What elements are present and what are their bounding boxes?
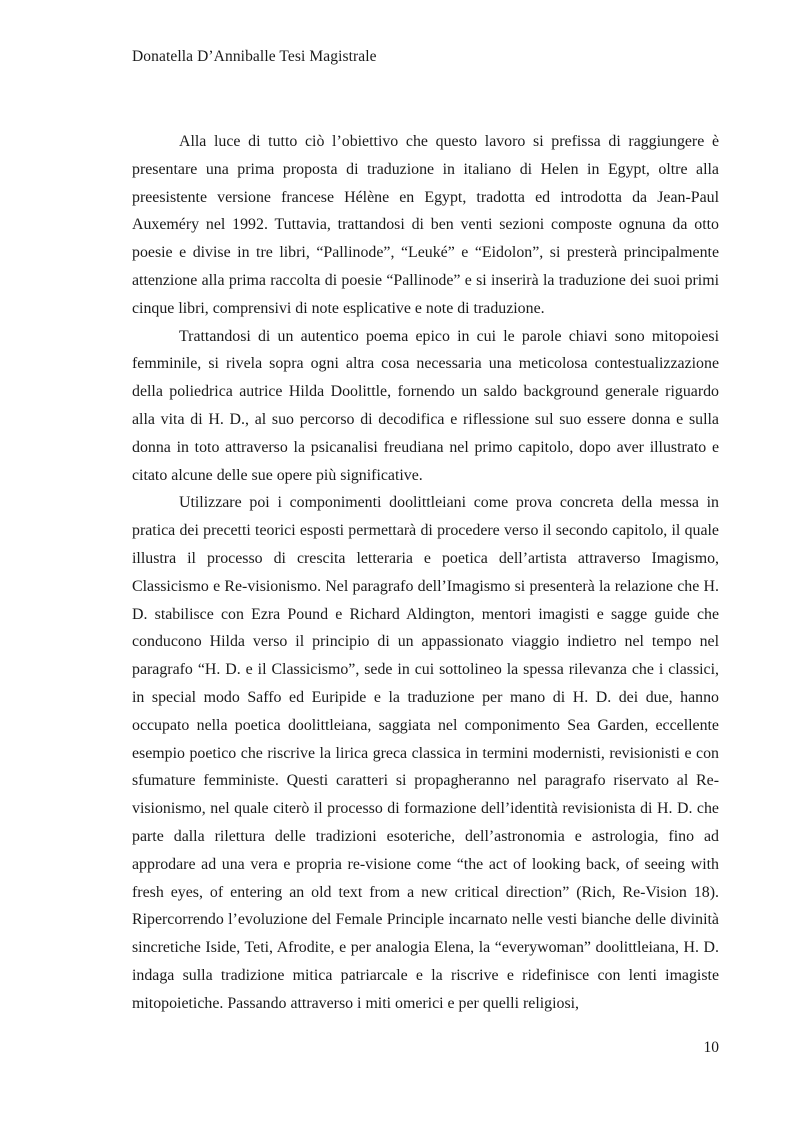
paragraph-1: Alla luce di tutto ciò l’obiettivo che questo lavoro si prefissa di raggiungere è presentare una prima proposta di traduzione in italiano di Helen in Egypt, oltre alla preesistente versione francese Hélène en Egypt, tradotta ed introdotta da Jean-Paul Auxeméry nel 1992. Tuttavia, trattandosi di ben venti sezioni composte ognuna da otto poesie e divise in tre libri, “Pallinode”, “Leuké” e “Eidolon”, si presterà principalmente attenzione alla prima raccolta di poesie “Pallinode” e si inserirà la traduzione dei suoi primi cinque libri, comprensivi di note esplicative e note di traduzione. — [132, 133, 719, 317]
page-number: 10 — [703, 1039, 719, 1056]
body-text — [132, 128, 719, 1018]
paragraph-2: Trattandosi di un autentico poema epico in cui le parole chiavi sono mitopoiesi femminile, si rivela sopra ogni altra cosa necessaria una meticolosa contestualizzazione della poliedrica autrice Hilda Doolittle, fornendo un saldo background generale riguardo alla vita di H. D., al suo percorso di decodifica e riflessione sul suo essere donna e sulla donna in toto attraverso la psicanalisi freudiana nel primo capitolo, dopo aver illustrato e citato alcune delle sue opere più significative. — [132, 327, 719, 484]
paragraph-3: Utilizzare poi i componimenti doolittleiani come prova concreta della messa in pratica dei precetti teorici esposti permettarà di procedere verso il secondo capitolo, il quale illustra il processo di crescita letteraria e poetica dell’artista attraverso Imagismo, Classicismo e Re-visionismo. Nel paragrafo dell’Imagismo si presenterà la relazione che H. D. stabilisce con Ezra Pound e Richard Aldington, mentori imagisti e sagge guide che conducono Hilda verso il principio di un appassionato viaggio indietro nel tempo nel paragrafo “H. D. e il Classicismo”, sede in cui sottolineo la spessa rilevanza che i classici, in special modo Saffo ed Euripide e la traduzione per mano di H. D. dei due, hanno occupato nella poetica doolittleiana, saggiata nel componimento Sea Garden, eccellente esempio poetico che riscrive la lirica greca classica in termini modernisti, revisionisti e con sfumature femministe. Questi caratteri si propagheranno nel paragrafo riservato al Re-visionismo, nel quale citerò il processo di formazione dell’identità revisionista di H. D. che parte dalla rilettura delle tradizioni esoteriche, dell’astronomia e astrologia, fino ad approdare ad una vera e propria re-visione come “the act of looking back, of seeing with fresh eyes, of entering an old text from a new critical direction” (Rich, Re-Vision 18). Ripercorrendo l’evoluzione del Female Principle incarnato nelle vesti bianche delle divinità sincretiche Iside, Teti, Afrodite, e per analogia Elena, la “everywoman” doolittleiana, H. D. indaga sulla tradizione mitica patriarcale e la riscrive e ridefinisce con lenti imagiste mitopoietiche. Passando attraverso i miti omerici e per quelli religiosi, — [132, 494, 719, 1012]
running-header: Donatella D’Anniballe Tesi Magistrale — [132, 48, 377, 65]
